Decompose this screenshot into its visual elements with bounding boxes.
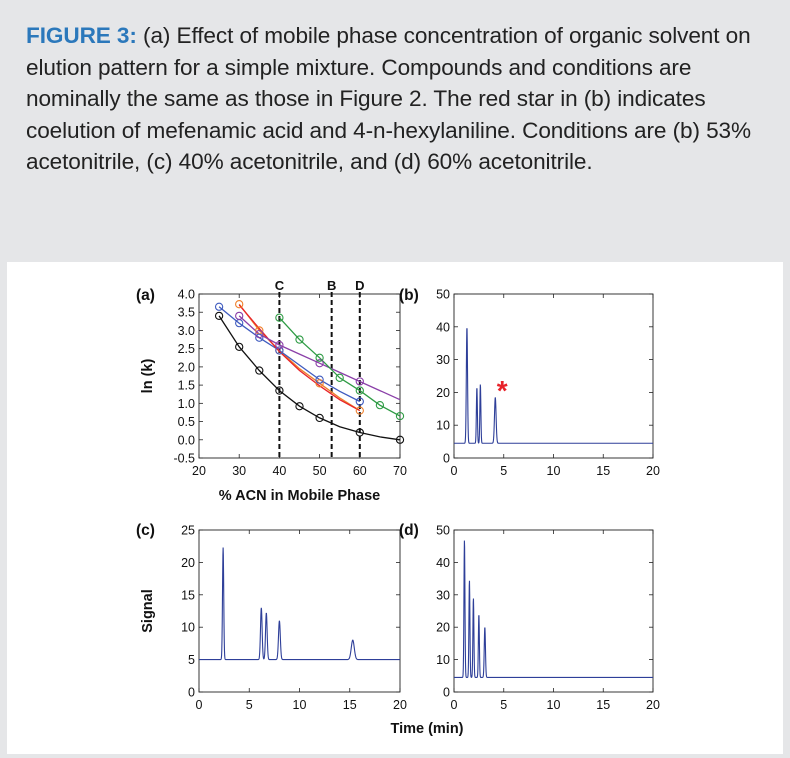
condition-label-B: B — [326, 278, 337, 293]
chromatogram-trace-d — [454, 541, 653, 678]
figure-caption — [26, 20, 766, 178]
y-tick-label-d: 20 — [436, 620, 450, 635]
y-tick-label-c: 0 — [188, 685, 195, 700]
plot-frame-b — [454, 294, 653, 458]
x-tick-label-c: 0 — [195, 698, 203, 712]
x-tick-label-a: 20 — [192, 464, 206, 478]
x-tick-label-b: 5 — [500, 464, 508, 478]
x-tick-label-c: 5 — [245, 698, 253, 712]
panel-label-b: (b) — [399, 287, 419, 304]
y-tick-label-d: 10 — [436, 653, 450, 668]
x-axis-title-time: Time (min) — [390, 721, 464, 737]
y-tick-label-c: 25 — [181, 523, 195, 538]
y-tick-label-d: 30 — [436, 588, 450, 603]
y-tick-label-b: 10 — [436, 418, 450, 433]
data-point-black — [216, 312, 223, 319]
x-axis-title-a: % ACN in Mobile Phase — [218, 488, 381, 504]
chromatogram-trace-c — [199, 548, 400, 660]
y-tick-label-a: 0.5 — [177, 415, 195, 430]
x-tick-label-c: 20 — [393, 698, 407, 712]
plot-frame-a — [199, 294, 400, 458]
x-tick-label-a: 50 — [312, 464, 327, 478]
figure-charts — [7, 262, 783, 754]
x-tick-label-b: 10 — [546, 464, 561, 478]
y-tick-label-b: 20 — [436, 385, 450, 400]
panel-label-c: (c) — [136, 522, 155, 539]
x-tick-label-b: 0 — [450, 464, 458, 478]
y-tick-label-c: 20 — [181, 555, 195, 570]
panel-label-d: (d) — [399, 522, 419, 539]
data-point-blue — [216, 303, 223, 310]
y-tick-label-d: 50 — [436, 523, 450, 538]
figure-label: FIGURE 3: — [26, 23, 137, 48]
y-tick-label-b: 40 — [436, 320, 450, 335]
x-tick-label-a: 30 — [232, 464, 247, 478]
x-tick-label-d: 15 — [596, 698, 611, 712]
y-tick-label-a: 3.5 — [177, 305, 195, 320]
y-tick-label-b: 50 — [436, 287, 450, 302]
y-tick-label-a: 2.0 — [177, 360, 195, 375]
x-tick-label-c: 10 — [292, 698, 307, 712]
y-tick-label-b: 0 — [443, 451, 450, 466]
x-tick-label-a: 70 — [393, 464, 407, 478]
x-tick-label-b: 15 — [596, 464, 611, 478]
y-tick-label-a: 4.0 — [177, 287, 195, 302]
y-tick-label-a: -0.5 — [173, 451, 195, 466]
y-axis-title-signal: Signal — [140, 589, 156, 633]
y-tick-label-c: 10 — [181, 620, 195, 635]
y-tick-label-a: 1.0 — [177, 396, 195, 411]
x-tick-label-c: 15 — [342, 698, 357, 712]
y-axis-title-a: ln (k) — [140, 358, 156, 394]
x-tick-label-d: 20 — [646, 698, 660, 712]
coelution-star: * — [496, 374, 508, 406]
x-tick-label-a: 60 — [352, 464, 367, 478]
condition-label-D: D — [355, 278, 365, 293]
x-tick-label-d: 0 — [450, 698, 458, 712]
y-tick-label-d: 40 — [436, 555, 450, 570]
y-tick-label-d: 0 — [443, 685, 450, 700]
data-point-purple — [236, 312, 243, 319]
figure-panel — [7, 262, 783, 754]
y-tick-label-b: 30 — [436, 353, 450, 368]
y-tick-label-a: 0.0 — [177, 433, 195, 448]
chromatogram-trace-b — [454, 329, 653, 443]
series-line-blue — [219, 307, 360, 402]
series-line-orange — [239, 304, 360, 410]
plot-frame-c — [199, 530, 400, 692]
x-tick-label-b: 20 — [646, 464, 660, 478]
y-tick-label-a: 3.0 — [177, 323, 195, 338]
y-tick-label-a: 2.5 — [177, 342, 195, 357]
series-line-red — [239, 305, 360, 411]
y-tick-label-c: 15 — [181, 588, 195, 603]
caption-text: (a) Effect of mobile phase concentration of organic solvent on elution pattern for a simple mixture. Compounds and conditions are nominally the same as those in Figure 2. The red star in (b) indicates coelution of mefenamic acid and 4-n-hexylaniline. Conditions are (b) 53% acetonitrile, (c) 40% acetonitrile, and (d) 60% acetonitrile. — [26, 23, 751, 174]
y-tick-label-a: 1.5 — [177, 378, 195, 393]
panel-label-a: (a) — [136, 287, 155, 304]
x-tick-label-a: 40 — [272, 464, 287, 478]
condition-label-C: C — [274, 278, 285, 293]
x-tick-label-d: 5 — [500, 698, 508, 712]
y-tick-label-c: 5 — [188, 653, 195, 668]
x-tick-label-d: 10 — [546, 698, 561, 712]
